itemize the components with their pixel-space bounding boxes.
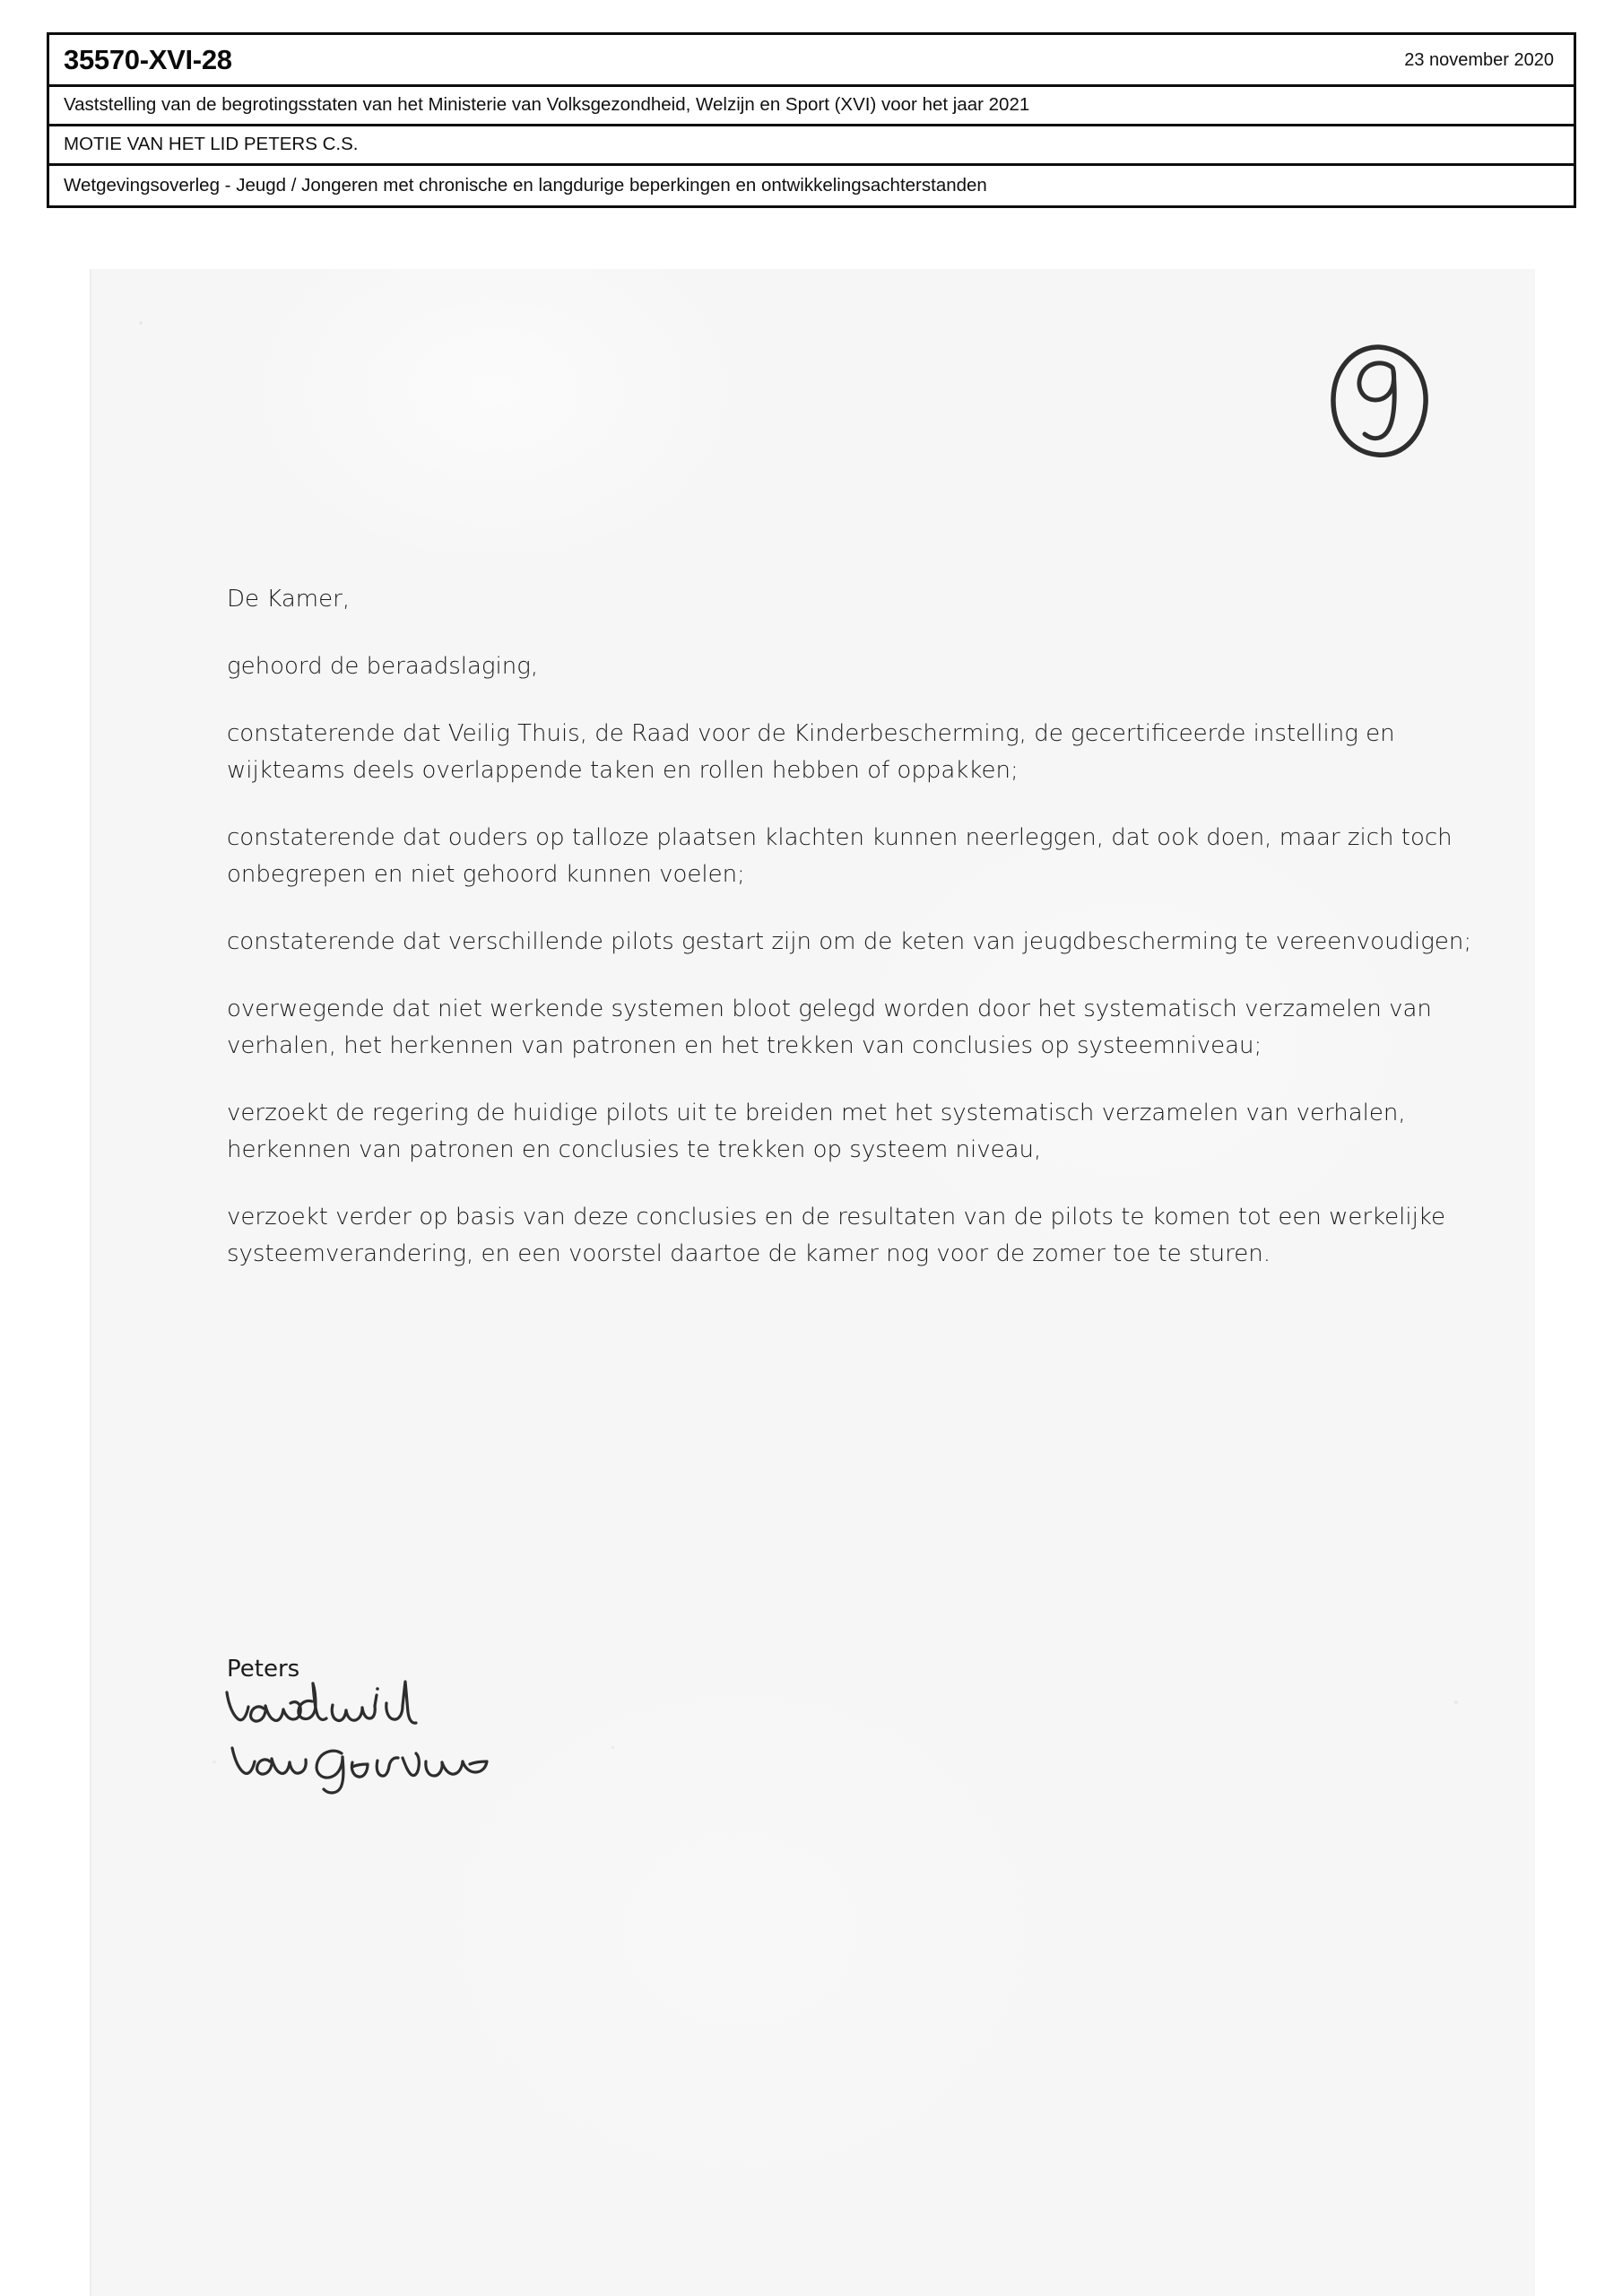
clause-overwegende: overwegende dat niet werkende systemen bloot gelegd worden door het systematisch verzamelen van verhalen, het herkennen van patronen en het trekken van conclusies op systeemniveau; xyxy=(227,996,1432,1059)
header-row-debate xyxy=(49,166,1574,205)
handwriting-voordewind-icon xyxy=(220,1678,489,1734)
clause-constaterende-1: constaterende dat Veilig Thuis, de Raad voor de Kinderbescherming, de gecertificeerde instelling en wijkteams deels overlappende taken en rollen hebben of oppakken; xyxy=(227,720,1395,784)
signature-handwritten-voordewind xyxy=(220,1678,489,1738)
header-row-motion xyxy=(49,126,1574,166)
document-motion-line: MOTIE VAN HET LID PETERS C.S. xyxy=(64,134,359,155)
document-debate-line: Wetgevingsoverleg - Jeugd / Jongeren met chronische en langdurige beperkingen en ontwikkelingsachterstanden xyxy=(64,174,987,196)
scan-speckle xyxy=(213,1761,216,1763)
signature-block xyxy=(227,1655,854,1683)
handwritten-page-number-circle xyxy=(1327,339,1433,463)
scan-speckle xyxy=(1454,1700,1458,1704)
document-date: 23 november 2020 xyxy=(1404,49,1554,70)
clause-constaterende-2: constaterende dat ouders op talloze plaatsen klachten kunnen neerleggen, dat ook doen, maar zich toch onbegrepen en niet gehoord kunnen voelen; xyxy=(227,824,1453,888)
scan-speckle xyxy=(612,1746,614,1749)
clause-verzoekt-1: verzoekt de regering de huidige pilots uit te breiden met het systematisch verzamelen van verhalen, herkennen van patronen en conclusies te trekken op systeem niveau, xyxy=(227,1100,1406,1163)
signature-handwritten-van-gerven xyxy=(227,1732,505,1799)
handwriting-van-gerven-icon xyxy=(227,1732,505,1795)
clause-constaterende-3: constaterende dat verschillende pilots gestart zijn om de keten van jeugdbescherming te vereenvoudigen; xyxy=(227,928,1472,955)
scan-speckle xyxy=(139,321,143,325)
clause-verzoekt-2: verzoekt verder op basis van deze conclusies en de resultaten van de pilots te komen tot een werkelijke systeemverandering, en een voorstel daartoe de kamer nog voor de zomer toe te sturen. xyxy=(227,1204,1445,1267)
salutation: De Kamer, xyxy=(227,586,351,613)
scan-left-edge xyxy=(90,269,91,2296)
heard-clause: gehoord de beraadslaging, xyxy=(227,653,539,680)
document-subject-line: Vaststelling van de begrotingsstaten van het Ministerie van Volksgezondheid, Welzijn en Sport (XVI) voor het jaar 2021 xyxy=(64,94,1030,116)
motion-body xyxy=(227,581,1473,1303)
circled-nine-icon xyxy=(1327,339,1433,463)
header-row-title xyxy=(49,35,1574,87)
document-header-table xyxy=(47,32,1576,208)
header-row-subject xyxy=(49,87,1574,126)
signature-printed-peters: Peters xyxy=(227,1656,300,1683)
document-number: 35570-XVI-28 xyxy=(64,44,232,75)
